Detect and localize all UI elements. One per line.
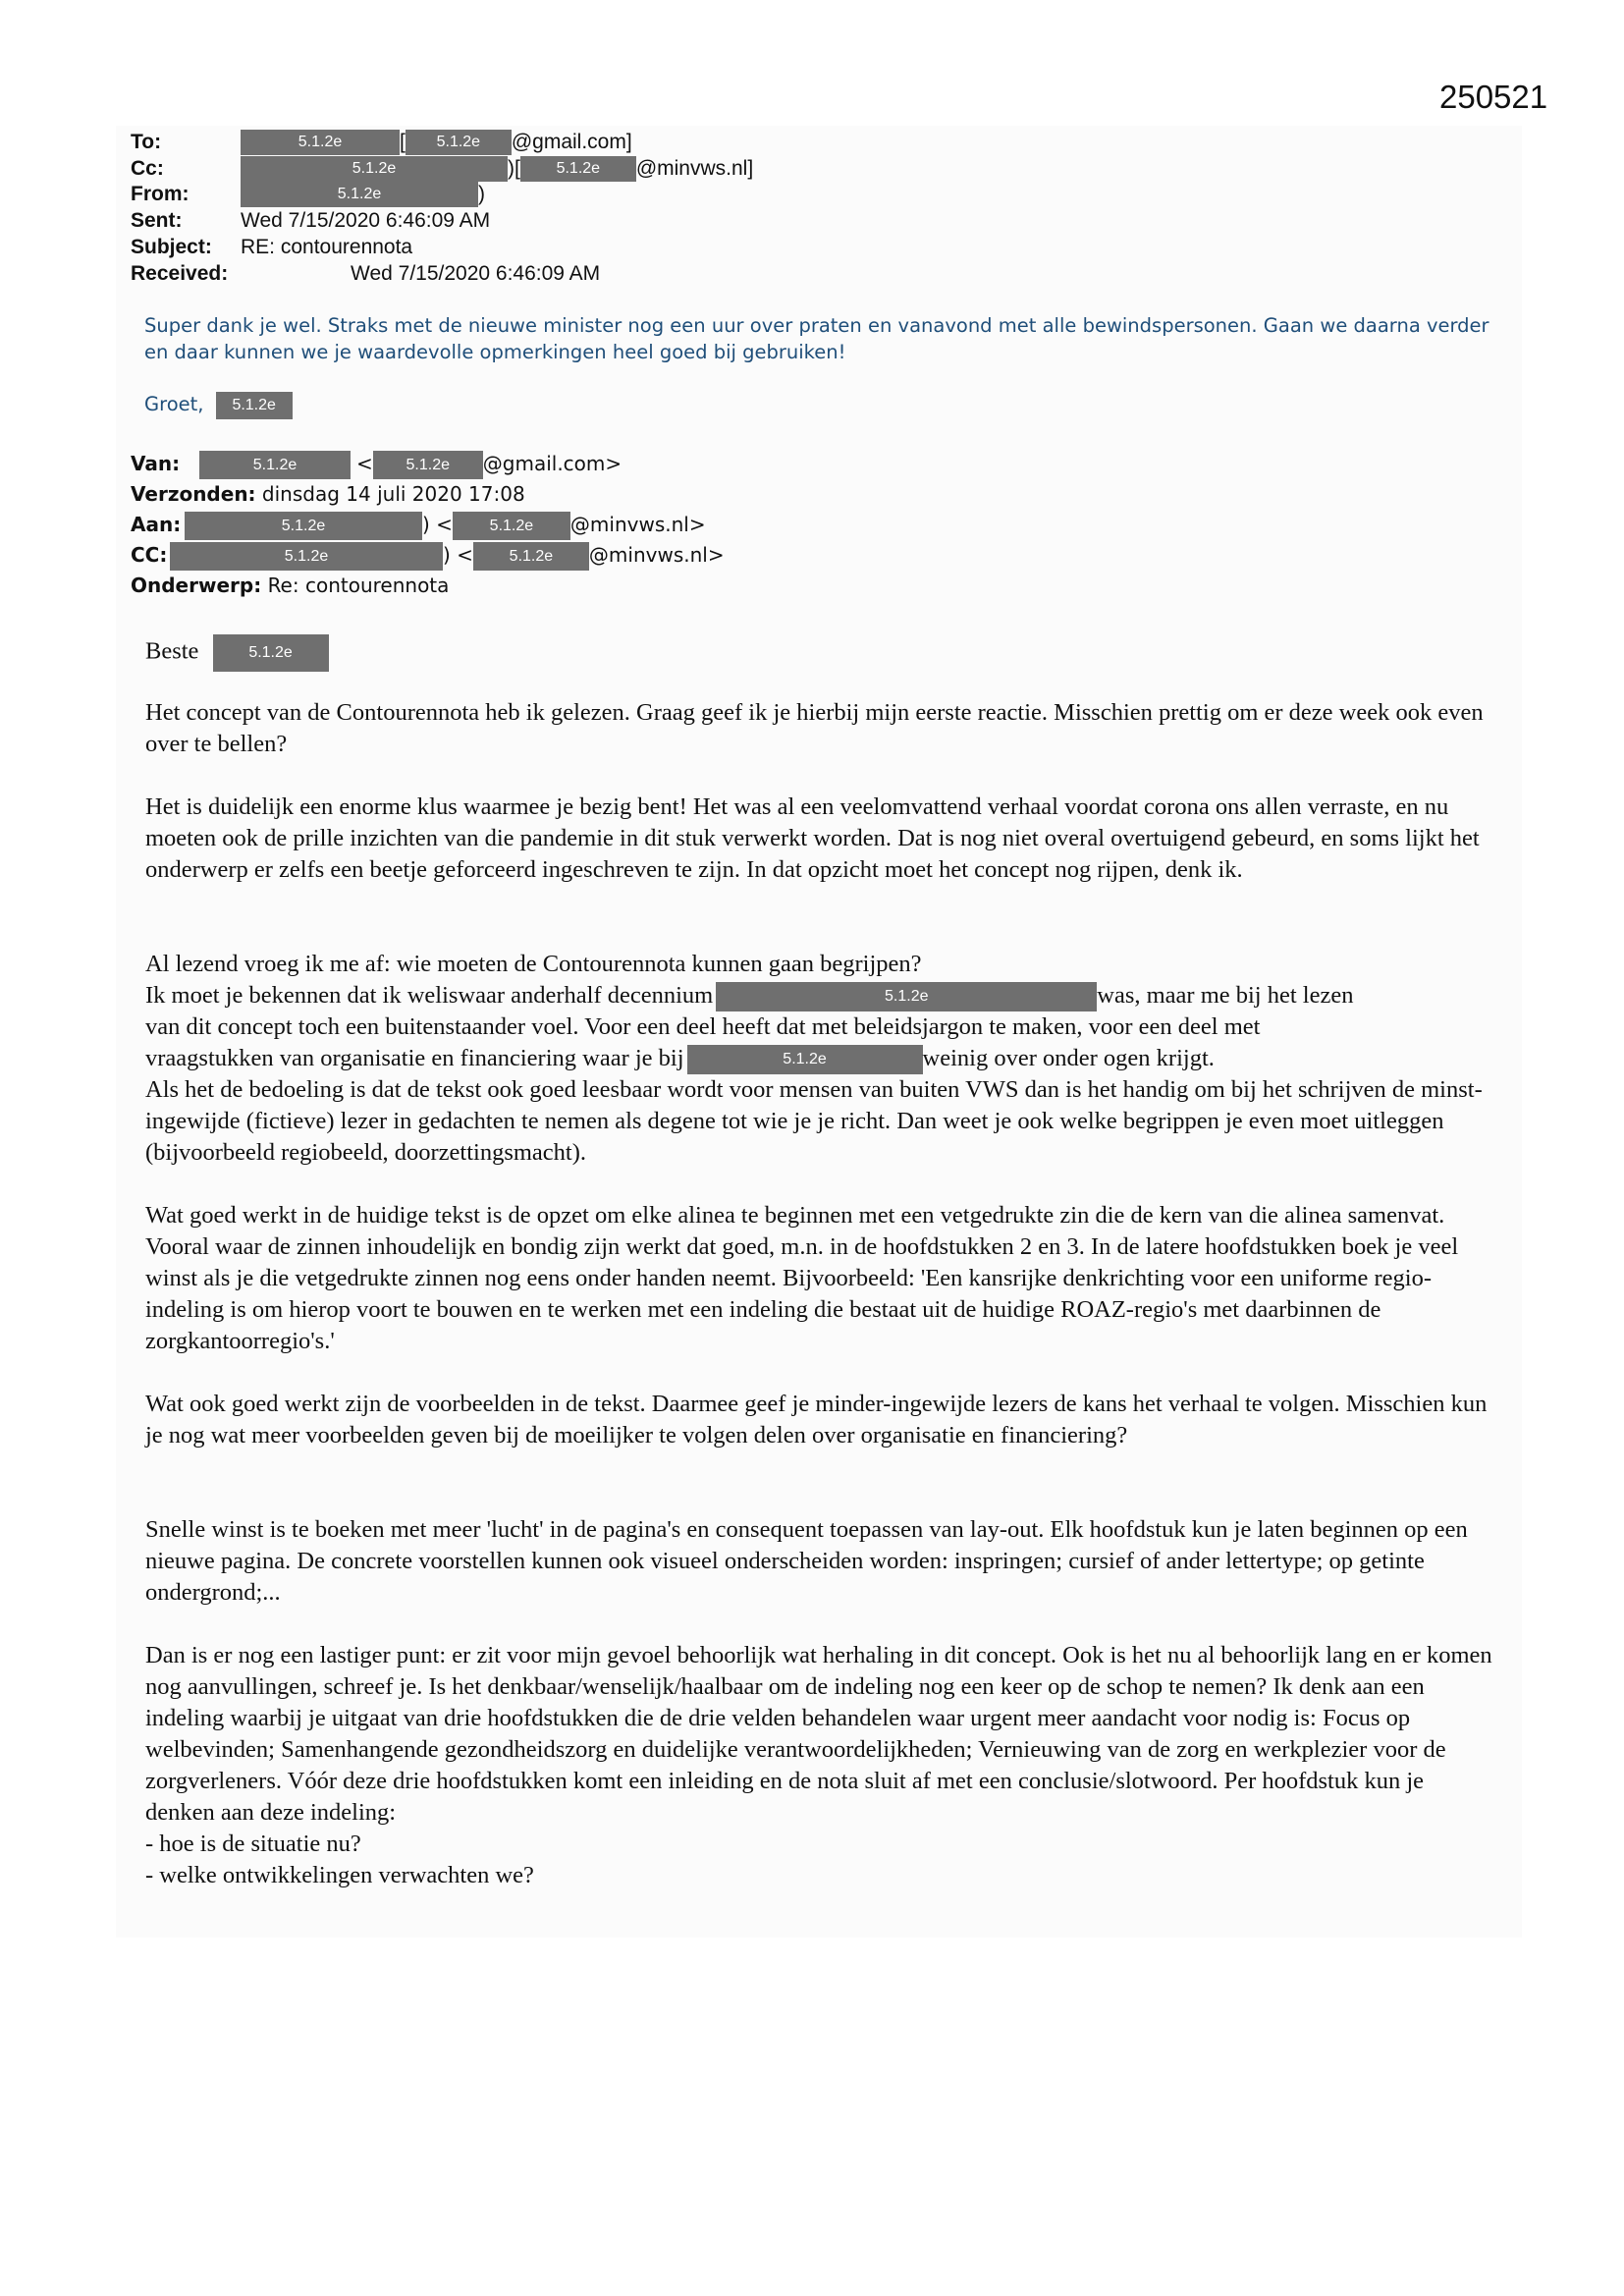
cc-label: Cc: [131, 157, 164, 180]
to-row [131, 130, 632, 155]
cc-row [131, 156, 753, 182]
aan-bracket: ) < [422, 513, 453, 536]
aan-domain: @minvws.nl> [569, 513, 706, 536]
reply-body [144, 312, 1489, 365]
received-value: Wed 7/15/2020 6:46:09 AM [351, 262, 601, 285]
paragraph-3-line-2 [145, 980, 1353, 1011]
bullet-1: - hoe is de situatie nu? [145, 1831, 361, 1857]
received-label: Received: [131, 262, 229, 285]
sent-value: Wed 7/15/2020 6:46:09 AM [241, 209, 491, 232]
aan-label: Aan: [131, 513, 182, 536]
redaction-box: 5.1.2e [185, 512, 422, 540]
redaction-box: 5.1.2e [216, 392, 293, 419]
salutation: Beste [145, 637, 199, 665]
paragraph-2: Het is duidelijk een enorme klus waarmee je bezig bent! Het was al een veelomvattend verhaal voordat corona ons allen verraste, en nu moeten ook de prille inzichten van die pandemie in dit stuk verwerkt worden. Dat is nog niet overal overtuigend gebeurd, en soms lijkt het onderwerp er zelfs een beetje geforceerd ingeschreven te zijn. In dat opzicht moet het concept nog rijpen, denk ik. [145, 793, 1480, 883]
paragraph-3-line-1: Al lezend vroeg ik me af: wie moeten de Contourennota kunnen gaan begrijpen? [145, 951, 922, 977]
p3-line4-end: weinig over onder ogen krijgt. [922, 1045, 1215, 1071]
received-row [131, 261, 600, 287]
from-bracket: ) [478, 183, 485, 205]
paragraph-1: Het concept van de Contourennota heb ik gelezen. Graag geef ik je hierbij mijn eerste reactie. Misschien prettig om er deze week ook even over te bellen? [145, 699, 1484, 757]
from-label: From: [131, 183, 189, 205]
redaction-box: 5.1.2e [170, 542, 443, 571]
onderwerp-label: Onderwerp: [131, 574, 262, 597]
redaction-box: 5.1.2e [241, 156, 508, 182]
sent-label: Sent: [131, 209, 183, 232]
redaction-box: 5.1.2e [241, 130, 400, 155]
redaction-box: 5.1.2e [473, 542, 589, 571]
quoted-cc-row [131, 540, 725, 571]
paragraph-3-line-4 [145, 1043, 1215, 1074]
paragraph-4: Wat goed werkt in de huidige tekst is de opzet om elke alinea te beginnen met een vetgedrukte zin die de kern van die alinea samenvat. Vooral waar de zinnen inhoudelijk en bondig zijn werkt dat goed, m.n. in de hoofdstukken 2 en 3. In de latere hoofdstukken boek je veel winst als je die vetgedrukte zinnen nog eens onder handen neemt. Bijvoorbeeld: 'Een kansrijke denkrichting voor een uniforme regio-indeling is om hierop voort te bouwen en te werken met een indeling die bestaat uit de huidige ROAZ-regio's met daarbinnen de zorgkantoorregio's.' [145, 1202, 1459, 1354]
paragraph-6: Snelle winst is te boeken met meer 'lucht' in de pagina's en consequent toepassen van lay-out. Elk hoofdstuk kun je laten beginnen op een nieuwe pagina. De concrete voorstellen kunnen ook visueel onderscheiden worden: inspringen; cursief of ander lettertype; op getinte ondergrond;... [145, 1516, 1468, 1606]
cc-quoted-domain: @minvws.nl> [588, 543, 725, 567]
subject-label: Subject: [131, 236, 212, 258]
sent-row [131, 208, 490, 234]
redaction-box: 5.1.2e [716, 982, 1097, 1011]
to-bracket: [ [400, 131, 406, 153]
from-row [131, 182, 485, 207]
greeting-text: Groet, [144, 393, 204, 415]
verzonden-label: Verzonden: [131, 482, 256, 506]
document-number: 250521 [1439, 79, 1548, 115]
redaction-box: 5.1.2e [373, 451, 483, 479]
paragraph-7: Dan is er nog een lastiger punt: er zit voor mijn gevoel behoorlijk wat herhaling in dit concept. Ook is het nu al behoorlijk lang en er komen nog aanvullingen, schreef je. Is het denkbaar/wenselijk/haalbaar om de indeling nog een keer op de schop te nemen? Ik denk aan een indeling waarbij je uitgaat van drie hoofdstukken die de drie velden behandelen waar urgent meer aandacht voor nodig is: Focus op welbevinden; Samenhangende gezondheidszorg en duidelijke verantwoordelijkheden; Vernieuwing van de zorg en werkplezier voor de zorgverleners. Vóór deze drie hoofdstukken komt een inleiding en de nota sluit af met een conclusie/slotwoord. Per hoofdstuk kun je denken aan deze indeling: [145, 1642, 1492, 1826]
salutation-row [145, 634, 329, 672]
quoted-verzonden-row [131, 479, 525, 510]
subject-row [131, 235, 412, 260]
verzonden-value: dinsdag 14 juli 2020 17:08 [261, 482, 525, 506]
cc-bracket: )[ [508, 157, 520, 180]
paragraph-3-rest: Als het de bedoeling is dat de tekst ook goed leesbaar wordt voor mensen van buiten VWS dan is het handig om bij het schrijven de minst-ingewijde (fictieve) lezer in gedachten te nemen als degene tot wie je je richt. Dan weet je ook welke begrippen je even moet uitleggen (bijvoorbeeld regiobeeld, doorzettingsmacht). [145, 1076, 1483, 1166]
to-label: To: [131, 131, 162, 153]
subject-value: RE: contourennota [241, 236, 413, 258]
onderwerp-value: Re: contourennota [267, 574, 450, 597]
to-domain: @gmail.com] [511, 131, 632, 153]
reply-greeting [144, 391, 293, 419]
paragraph-3-line-3: van dit concept toch een buitenstaander voel. Voor een deel heeft dat met beleidsjargon te maken, voor een deel met [145, 1013, 1261, 1040]
cc-quoted-label: CC: [131, 543, 168, 567]
redaction-box: 5.1.2e [687, 1045, 923, 1074]
redaction-box: 5.1.2e [241, 182, 478, 207]
cc-quoted-bracket: ) < [443, 543, 473, 567]
p3-line4-start: vraagstukken van organisatie en financiering waar je bij [145, 1045, 684, 1071]
redaction-box: 5.1.2e [520, 156, 636, 182]
reply-text: Super dank je wel. Straks met de nieuwe minister nog een uur over praten en vanavond met alle bewindspersonen. Gaan we daarna verder en daar kunnen we je waardevolle opmerkingen heel goed bij gebruiken! [144, 314, 1489, 363]
redaction-box: 5.1.2e [406, 130, 512, 155]
van-label: Van: [131, 452, 181, 475]
quoted-aan-row [131, 510, 706, 540]
van-bracket: < [356, 452, 373, 475]
paragraph-5: Wat ook goed werkt zijn de voorbeelden in de tekst. Daarmee geef je minder-ingewijde lezers de kans het verhaal te volgen. Misschien kun je nog wat meer voorbeelden geven bij de moeilijker te volgen delen over organisatie en financiering? [145, 1391, 1488, 1449]
redaction-box: 5.1.2e [453, 512, 570, 540]
redaction-box: 5.1.2e [199, 451, 351, 479]
bullet-2: - welke ontwikkelingen verwachten we? [145, 1862, 534, 1888]
p3-line2-end: was, maar me bij het lezen [1097, 982, 1354, 1009]
quoted-van-row [131, 449, 622, 479]
van-domain: @gmail.com> [482, 452, 623, 475]
cc-domain: @minvws.nl] [635, 157, 754, 180]
p3-line2-start: Ik moet je bekennen dat ik weliswaar anderhalf decennium [145, 982, 714, 1009]
quoted-onderwerp-row [131, 571, 449, 601]
redaction-box: 5.1.2e [213, 634, 329, 672]
